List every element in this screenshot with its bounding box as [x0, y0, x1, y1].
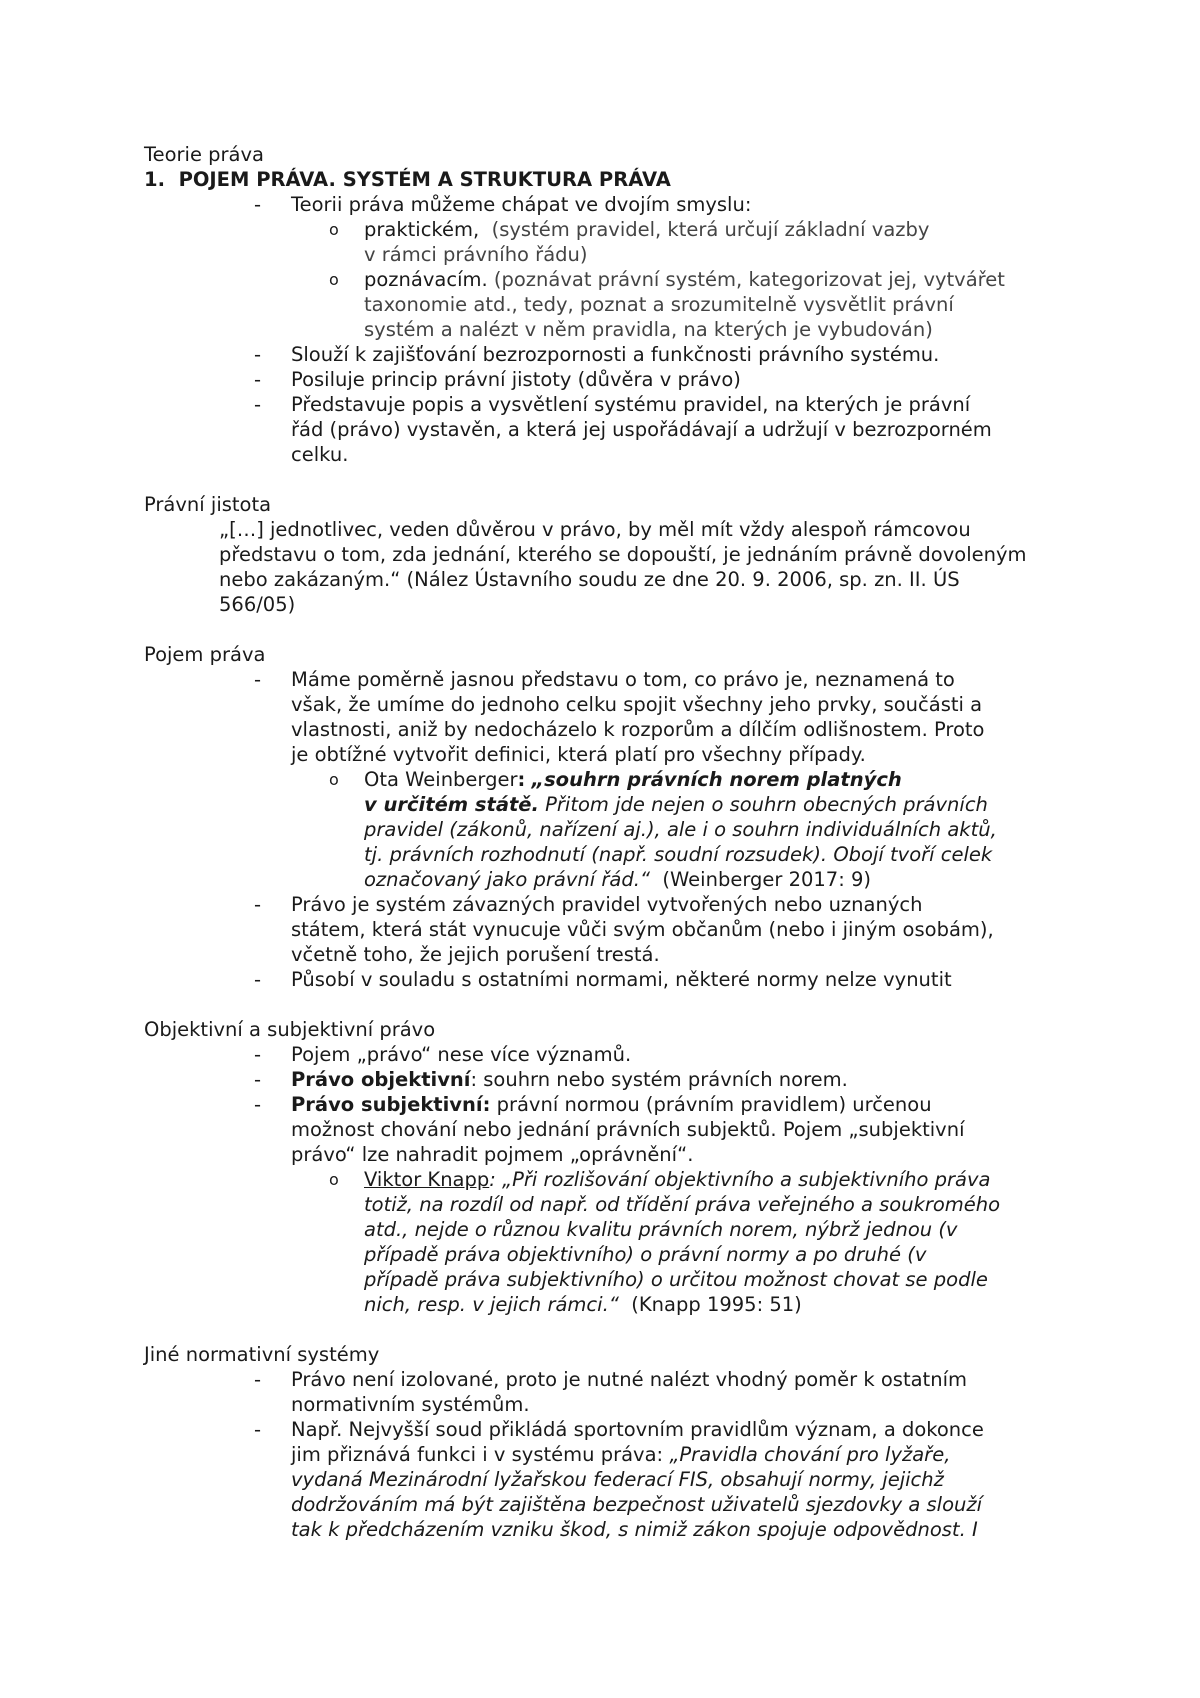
circle-bullet: o [329, 1170, 339, 1189]
section-title: Jiné normativní systémy [144, 1343, 380, 1366]
list-item-text: Např. Nejvyšší soud přikládá sportovním pravidlům význam, a dokonce [291, 1418, 984, 1441]
term: praktickém, [364, 218, 480, 241]
colon: : [517, 768, 526, 791]
list-item-text: Máme poměrně jasnou představu o tom, co právo je, neznamená to [291, 668, 955, 691]
section-title: Pojem práva [144, 643, 266, 666]
quote-italic: : „Při rozlišování objektivního a subjektivního práva [489, 1168, 991, 1191]
citation: (Knapp 1995: 51) [631, 1293, 802, 1316]
list-item-text: možnost chování nebo jednání právních subjektů. Pojem „subjektivní [291, 1118, 965, 1141]
dash-bullet: - [254, 368, 262, 391]
author-name: Viktor Knapp [364, 1168, 490, 1191]
dash-bullet: - [254, 893, 262, 916]
section-heading-1 [144, 167, 1074, 192]
list-item-text: právní normou (právním pravidlem) určenou [496, 1093, 932, 1116]
heading-number: 1. [144, 168, 165, 191]
quote-italic: „Pravidla chování pro lyžaře, [669, 1443, 951, 1466]
quote-italic: vydaná Mezinárodní lyžařskou federací FIS, obsahují normy, jejichž [291, 1468, 944, 1491]
dash-bullet: - [254, 668, 262, 691]
sub-list-item [144, 767, 1074, 892]
quote-italic: případě práva subjektivního) o určitou možnost chovat se podle [364, 1268, 988, 1291]
list-item-text: Teorii práva můžeme chápat ve dvojím smyslu: [291, 193, 752, 216]
quote-line: nebo zakázaným.“ (Nález Ústavního soudu ze dne 20. 9. 2006, sp. zn. II. ÚS [219, 568, 960, 591]
quote-italic: totiž, na rozdíl od např. od třídění práva veřejného a soukromého [364, 1193, 1001, 1216]
list-item-text: státem, která stát vynucuje vůči svým občanům (nebo i jiným osobám), [291, 918, 994, 941]
sub-list-item [144, 1167, 1074, 1317]
quote-italic: atd., nejde o různou kvalitu právních norem, nýbrž jednou (v [364, 1218, 958, 1241]
list-item [144, 1067, 1074, 1092]
quote-italic: tak k předcházením vzniku škod, s nimiž zákon spojuje odpovědnost. I [291, 1518, 978, 1541]
block-quote [144, 517, 1074, 617]
list-item-text: jim přiznává funkci i v systému práva: [291, 1443, 664, 1466]
sub-list-item [144, 267, 1074, 342]
sub-list-item [144, 217, 1074, 267]
list-item [144, 192, 1074, 217]
sub-item-text: taxonomie atd., tedy, poznat a srozumitelně vysvětlit právní [364, 293, 954, 316]
dash-bullet: - [254, 193, 262, 216]
list-item-text: vlastnosti, aniž by nedocházelo k rozporům a dílčím odlišnostem. Proto [291, 718, 985, 741]
sub-item-text: v rámci právního řádu) [364, 243, 588, 266]
quote-bold: „souhrn právních norem platných [531, 768, 902, 791]
quote-italic: tj. právních rozhodnutí (např. soudní rozsudek). Obojí tvoří celek [364, 843, 993, 866]
document-body [144, 142, 1074, 1542]
list-item-text: je obtížné vytvořit definici, která platí pro všechny případy. [291, 743, 866, 766]
list-item-text: včetně toho, že jejich porušení trestá. [291, 943, 660, 966]
dash-bullet: - [254, 1068, 262, 1091]
author-name: Ota Weinberger [364, 768, 518, 791]
sub-item-text: (systém pravidel, která určují základní vazby [491, 218, 930, 241]
list-item-text: Pojem „právo“ nese více významů. [291, 1043, 632, 1066]
term: poznávacím. [364, 268, 488, 291]
circle-bullet: o [329, 770, 339, 789]
list-item-text: : souhrn nebo systém právních norem. [470, 1068, 848, 1091]
list-item-text: Slouží k zajišťování bezrozpornosti a funkčnosti právního systému. [291, 343, 940, 366]
list-item [144, 892, 1074, 967]
dash-bullet: - [254, 1093, 262, 1116]
list-item [144, 1042, 1074, 1067]
list-item-text: Posiluje princip právní jistoty (důvěra v právo) [291, 368, 741, 391]
sub-item-text: (poznávat právní systém, kategorizovat jej, vytvářet [493, 268, 1005, 291]
list-item-text: celku. [291, 443, 349, 466]
dash-bullet: - [254, 968, 262, 991]
list-item-text: Působí v souladu s ostatními normami, některé normy nelze vynutit [291, 968, 952, 991]
list-item-text: Právo není izolované, proto je nutné nalézt vhodný poměr k ostatním [291, 1368, 967, 1391]
citation: (Weinberger 2017: 9) [662, 868, 871, 891]
list-item [144, 1092, 1074, 1167]
list-item [144, 1367, 1074, 1417]
list-item-text: normativním systémům. [291, 1393, 530, 1416]
dash-bullet: - [254, 343, 262, 366]
sub-item-text: systém a nalézt v něm pravidla, na kterých je vybudován) [364, 318, 933, 341]
list-item [144, 667, 1074, 767]
circle-bullet: o [329, 270, 339, 289]
list-item [144, 342, 1074, 367]
dash-bullet: - [254, 1043, 262, 1066]
list-item [144, 967, 1074, 992]
list-item [144, 1417, 1074, 1542]
list-item-text: však, že umíme do jednoho celku spojit všechny jeho prvky, součásti a [291, 693, 983, 716]
quote-italic: pravidel (zákonů, nařízení aj.), ale i o souhrn individuálních aktů, [364, 818, 997, 841]
quote-italic: označovaný jako právní řád.“ [364, 868, 651, 891]
quote-bold: v určitém státě. [364, 793, 539, 816]
list-item-text: řád (právo) vystavěn, a která jej uspořádávají a udržují v bezrozporném [291, 418, 992, 441]
list-item-text: Představuje popis a vysvětlení systému pravidel, na kterých je právní [291, 393, 971, 416]
quote-italic: dodržováním má být zajištěna bezpečnost uživatelů sjezdovky a slouží [291, 1493, 983, 1516]
dash-bullet: - [254, 1418, 262, 1441]
list-item [144, 367, 1074, 392]
quote-line: představu o tom, zda jednání, kterého se dopouští, je jednáním právně dovoleným [219, 543, 1027, 566]
list-item-text: Právo je systém závazných pravidel vytvořených nebo uznaných [291, 893, 923, 916]
dash-bullet: - [254, 1368, 262, 1391]
quote-italic: nich, resp. v jejich rámci.“ [364, 1293, 619, 1316]
quote-italic: Přitom jde nejen o souhrn obecných právních [545, 793, 988, 816]
quote-line: „[…] jednotlivec, veden důvěrou v právo, by měl mít vždy alespoň rámcovou [219, 518, 971, 541]
heading-text: POJEM PRÁVA. SYSTÉM A STRUKTURA PRÁVA [178, 168, 671, 191]
quote-italic: případě práva objektivního) o právní normy a po druhé (v [364, 1243, 927, 1266]
term-bold: Právo subjektivní: [291, 1093, 491, 1116]
dash-bullet: - [254, 393, 262, 416]
quote-line: 566/05) [219, 593, 296, 616]
doc-title: Teorie práva [144, 143, 264, 166]
section-title: Objektivní a subjektivní právo [144, 1018, 436, 1041]
list-item [144, 392, 1074, 467]
section-title: Právní jistota [144, 493, 272, 516]
list-item-text: právo“ lze nahradit pojmem „oprávnění“. [291, 1143, 694, 1166]
term-bold: Právo objektivní [291, 1068, 471, 1091]
circle-bullet: o [329, 220, 339, 239]
